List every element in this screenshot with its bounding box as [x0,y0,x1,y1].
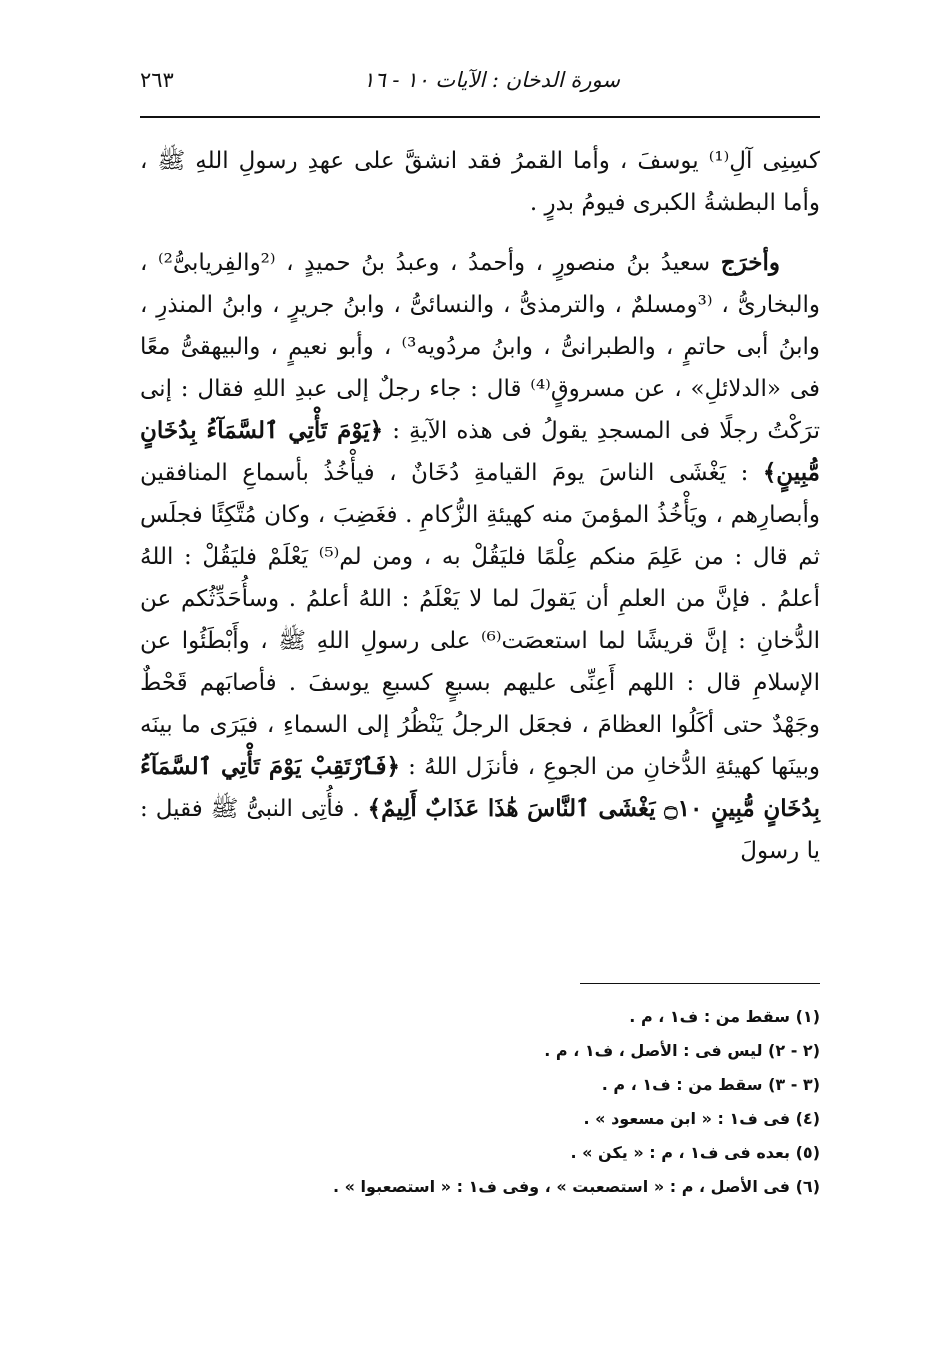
paragraph-text: . فأُتِى النبىُّ ﷺ فقيل : يا رسولَ [140,796,820,864]
paragraph-text: : يَغْشَى الناسَ يومَ القيامةِ دُخَانٌ ، فيأْخُذُ بأسماعِ المنافقين وأبصارِهم ، ويَأْخُذُ المؤمنَ منه كهيئةِ الزُّكامِ . فغَضِبَ ، وكان مُتَّكِئًا فجلَس ثم قال : من عَلِمَ منكم عِلْمًا فليَقُلْ به ، ومن لم⁽⁵⁾ يَعْلَمْ فليَقُلْ : اللهُ أعلمُ . فإنَّ من العلمِ أن يَقولَ لما لا يَعْلَمُ : اللهُ أعلمُ . وسأُحَدِّثُكم عن الدُّخانِ : إنَّ قريشًا لما استعصَت⁽⁶⁾ على رسولِ اللهِ ﷺ ، وأَبْطَئُوا عن الإسلامِ قال : اللهم أَعِنِّى عليهم بسبعٍ كسبعِ يوسفَ . فأصابَهم قَحْطٌ وجَهْدٌ حتى أكَلُوا العظامَ ، فجعَل الرجلُ يَنْظُرُ إلى السماءِ ، فيَرَى ما بينَه وبينَها كهيئةِ الدُّخانِ من الجوعِ ، فأنزَل اللهُ : [140,460,820,780]
footnote: (٤) فى ف١ : « ابن مسعود » . [583,1109,820,1128]
footnote: (٦) فى الأصل ، م : « استصعبت » ، وفى ف١ : « استصعبوا » . [333,1177,820,1196]
footnote: (٣ - ٣) سقط من : ف١ ، م . [601,1075,820,1094]
footnote-rule [580,983,820,984]
quran-verse: ﴿يَوْمَ تَأْتِي ٱلسَّمَآءُ بِدُخَانٍ مُّبِينٍ﴾ [140,417,820,486]
footnote: (٥) بعده فى ف١ ، م : « يكن » . [570,1143,820,1162]
paragraph-lead: وأخرَج [720,249,780,276]
header-title: سورة الدخان : الآيات ١٠ - ١٦ [363,68,620,92]
footnote: (١) سقط من : ف١ ، م . [629,1007,820,1026]
paragraph-2 [140,242,820,872]
footnotes [300,1000,820,1204]
main-text [140,140,820,872]
quran-verse: ﴿فَٱرْتَقِبْ يَوْمَ تَأْتِي ٱلسَّمَآءُ بِدُخَانٍ مُّبِينٍ ۝١٠ يَغْشَى ٱلنَّاسَ هَٰذَا عَذَابٌ أَلِيمٌ﴾ [140,753,820,822]
page-number: ٢٦٣ [140,68,174,92]
paragraph-text: سعيدُ بنُ منصورٍ ، وأحمدُ ، وعبدُ بنُ حميدٍ ، ⁽²والفِريابىُّ²⁾ ، والبخارىُّ ، ⁽³ومسلمٌ ، والترمذىُّ ، والنسائىُّ ، وابنُ جريرٍ ، وابنُ المنذرِ ، وابنُ أبى حاتمٍ ، والطبرانىُّ ، وابنُ مردُويه³⁾ ، وأبو نعيمٍ ، والبيهقىُّ معًا فى «الدلائلِ» ، عن مسروقٍ⁽⁴⁾ قال : جاء رجلٌ إلى عبدِ اللهِ فقال : إنى ترَكْتُ رجلًا فى المسجدِ يقولُ فى هذه الآيةِ : [140,250,821,444]
paragraph-1: كسِنِى آلِ⁽¹⁾ يوسفَ ، وأما القمرُ فقد انشقَّ على عهدِ رسولِ اللهِ ﷺ ، وأما البطشةُ الكبرى فيومُ بدرٍ . [140,148,820,216]
running-header [140,62,820,102]
header-rule [140,116,820,118]
footnote: (٢ - ٢) ليس فى : الأصل ، ف١ ، م . [544,1041,820,1060]
